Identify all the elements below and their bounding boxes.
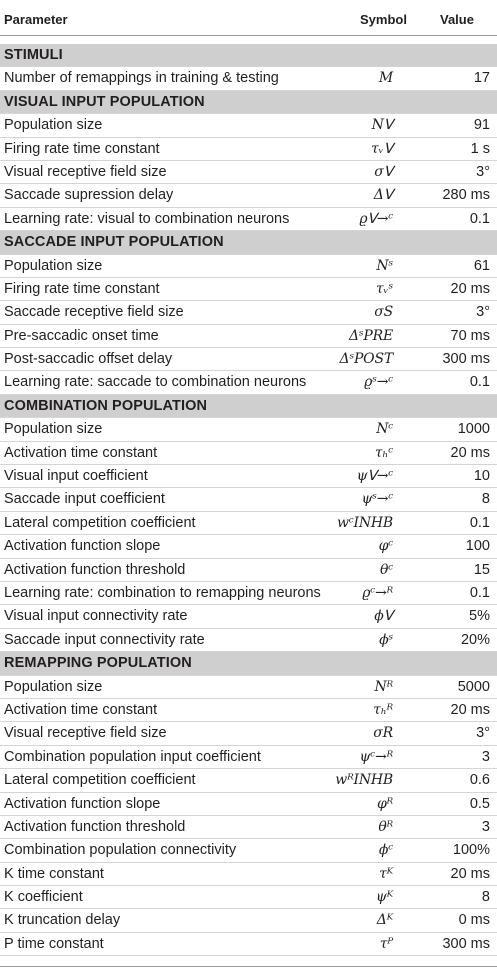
symbol-cell: τᴾ: [379, 935, 393, 952]
value-cell: 61: [473, 257, 490, 274]
parameter-cell: Activation function slope: [4, 795, 161, 812]
symbol-cell: wᶜINHB: [337, 514, 393, 531]
symbol-cell: φᶜ: [378, 538, 393, 555]
table-row: [0, 816, 497, 839]
symbol-cell: Nᐯ: [371, 117, 393, 134]
bottom-rule: [0, 966, 497, 967]
symbol-cell: σᐯ: [374, 163, 393, 180]
parameter-cell: Activation function threshold: [4, 561, 186, 578]
parameter-cell: Visual receptive field size: [4, 725, 167, 742]
value-cell: 100%: [452, 842, 490, 859]
value-cell: 0.1: [469, 374, 490, 391]
value-cell: 3: [481, 748, 490, 765]
section-title: VISUAL INPUT POPULATION: [4, 93, 205, 110]
symbol-cell: τᵥˢ: [375, 280, 393, 297]
value-cell: 5000: [457, 678, 490, 695]
parameter-cell: Learning rate: combination to remapping neurons: [4, 584, 321, 601]
value-cell: 0 ms: [458, 912, 490, 929]
symbol-cell: ϕᐯ: [374, 608, 393, 625]
symbol-cell: Nˢ: [376, 257, 393, 274]
parameter-cell: Firing rate time constant: [4, 140, 160, 157]
value-cell: 3: [481, 818, 490, 835]
table-row: [0, 488, 497, 511]
symbol-cell: σR: [373, 725, 393, 742]
symbol-cell: τₕᴿ: [373, 701, 393, 718]
symbol-cell: wᴿINHB: [335, 772, 393, 789]
value-cell: 3°: [476, 163, 490, 180]
symbol-cell: ΔˢPRE: [348, 327, 393, 344]
symbol-cell: θᶜ: [380, 561, 393, 578]
table-row: [0, 863, 497, 886]
section-header: [0, 395, 497, 418]
table-body: [0, 44, 497, 956]
table-row: [0, 138, 497, 161]
parameter-cell: K time constant: [4, 865, 104, 882]
table-row: [0, 325, 497, 348]
table-row: [0, 605, 497, 628]
value-cell: 1 s: [470, 140, 490, 157]
symbol-cell: Nᶜ: [376, 421, 393, 438]
section-title: REMAPPING POPULATION: [4, 655, 192, 672]
table-row: [0, 278, 497, 301]
section-header: [0, 44, 497, 67]
symbol-cell: Nᴿ: [374, 678, 393, 695]
symbol-cell: θᴿ: [378, 818, 393, 835]
symbol-cell: Δᐯ: [373, 187, 393, 204]
parameter-cell: K coefficient: [4, 889, 83, 906]
value-cell: 15: [473, 561, 490, 578]
table-row: [0, 582, 497, 605]
parameter-cell: Activation function slope: [4, 538, 161, 555]
parameter-cell: Combination population input coefficient: [4, 748, 261, 765]
parameter-cell: Population size: [4, 257, 103, 274]
symbol-cell: ψᴷ: [375, 889, 393, 906]
header-value: Value: [440, 12, 474, 27]
section-title: STIMULI: [4, 47, 63, 63]
table-row: [0, 676, 497, 699]
symbol-cell: ψᶜ→ᴿ: [359, 748, 393, 765]
table-row: [0, 629, 497, 652]
table-row: [0, 722, 497, 745]
value-cell: 20 ms: [450, 701, 490, 718]
parameter-cell: Activation time constant: [4, 701, 158, 718]
value-cell: 0.1: [469, 210, 490, 227]
value-cell: 17: [473, 70, 490, 87]
table-row: [0, 418, 497, 441]
symbol-cell: ψᐯ→ᶜ: [356, 468, 393, 485]
value-cell: 1000: [457, 421, 490, 438]
symbol-cell: τᵥᐯ: [371, 140, 393, 157]
parameter-cell: Lateral competition coefficient: [4, 772, 196, 789]
parameter-cell: K truncation delay: [4, 912, 121, 929]
table-row: [0, 699, 497, 722]
symbol-cell: ΔˢPOST: [339, 351, 393, 368]
value-cell: 20 ms: [450, 444, 490, 461]
parameter-cell: Visual receptive field size: [4, 163, 167, 180]
table-header: [0, 0, 497, 36]
symbol-cell: τₕᶜ: [374, 444, 393, 461]
parameter-cell: Number of remappings in training & testing: [4, 70, 279, 87]
table-row: [0, 839, 497, 862]
value-cell: 280 ms: [442, 187, 490, 204]
symbol-cell: σS: [374, 304, 393, 321]
parameter-cell: Population size: [4, 117, 103, 134]
parameter-cell: Learning rate: saccade to combination neurons: [4, 374, 307, 391]
table-row: [0, 114, 497, 137]
value-cell: 70 ms: [450, 327, 490, 344]
section-title: SACCADE INPUT POPULATION: [4, 234, 224, 251]
symbol-cell: ϱᐯ→ᶜ: [359, 210, 393, 227]
symbol-cell: M: [378, 70, 393, 87]
parameter-cell: Visual input coefficient: [4, 468, 148, 485]
symbol-cell: ϕᶜ: [378, 842, 393, 859]
value-cell: 8: [481, 491, 490, 508]
parameter-cell: Visual input connectivity rate: [4, 608, 188, 625]
parameter-cell: Saccade supression delay: [4, 187, 174, 204]
table-row: [0, 301, 497, 324]
symbol-cell: Δᴷ: [376, 912, 393, 929]
symbol-cell: τᴷ: [379, 865, 393, 882]
header-parameter: Parameter: [4, 12, 68, 27]
table-row: [0, 746, 497, 769]
symbol-cell: ϱˢ→ᶜ: [364, 374, 393, 391]
parameter-cell: Saccade input connectivity rate: [4, 631, 205, 648]
parameter-cell: Population size: [4, 678, 103, 695]
value-cell: 0.5: [469, 795, 490, 812]
value-cell: 0.1: [469, 514, 490, 531]
header-symbol: Symbol: [360, 12, 407, 27]
symbol-cell: ϕˢ: [379, 631, 393, 648]
section-header: [0, 91, 497, 114]
table-row: [0, 512, 497, 535]
section-header: [0, 231, 497, 254]
table-row: [0, 465, 497, 488]
value-cell: 20 ms: [450, 280, 490, 297]
table-row: [0, 535, 497, 558]
value-cell: 10: [473, 468, 490, 485]
table-row: [0, 909, 497, 932]
parameter-cell: Lateral competition coefficient: [4, 514, 196, 531]
table-row: [0, 255, 497, 278]
parameter-cell: Population size: [4, 421, 103, 438]
symbol-cell: ψˢ→ᶜ: [361, 491, 393, 508]
parameter-cell: Combination population connectivity: [4, 842, 237, 859]
parameter-cell: Learning rate: visual to combination neurons: [4, 210, 290, 227]
table-row: [0, 208, 497, 231]
section-title: COMBINATION POPULATION: [4, 397, 208, 414]
table-row: [0, 348, 497, 371]
table-row: [0, 886, 497, 909]
table-row: [0, 933, 497, 956]
value-cell: 3°: [476, 304, 490, 321]
parameter-cell: Activation function threshold: [4, 818, 186, 835]
value-cell: 8: [481, 889, 490, 906]
parameter-cell: Saccade receptive field size: [4, 304, 184, 321]
table-row: [0, 161, 497, 184]
value-cell: 0.1: [469, 584, 490, 601]
value-cell: 3°: [476, 725, 490, 742]
table-row: [0, 184, 497, 207]
value-cell: 0.6: [469, 772, 490, 789]
value-cell: 300 ms: [442, 935, 490, 952]
value-cell: 20%: [460, 631, 490, 648]
table-row: [0, 559, 497, 582]
symbol-cell: φᴿ: [376, 795, 393, 812]
table-row: [0, 371, 497, 394]
value-cell: 100: [465, 538, 490, 555]
table-row: [0, 67, 497, 90]
section-header: [0, 652, 497, 675]
value-cell: 300 ms: [442, 351, 490, 368]
parameter-cell: Saccade input coefficient: [4, 491, 165, 508]
value-cell: 20 ms: [450, 865, 490, 882]
value-cell: 91: [473, 117, 490, 134]
parameter-cell: Activation time constant: [4, 444, 158, 461]
table-row: [0, 442, 497, 465]
parameter-cell: Firing rate time constant: [4, 280, 160, 297]
value-cell: 5%: [469, 608, 490, 625]
table-row: [0, 769, 497, 792]
parameter-cell: P time constant: [4, 935, 104, 952]
table-row: [0, 793, 497, 816]
parameter-cell: Post-saccadic offset delay: [4, 351, 173, 368]
parameter-cell: Pre-saccadic onset time: [4, 327, 159, 344]
symbol-cell: ϱᶜ→ᴿ: [362, 584, 393, 601]
